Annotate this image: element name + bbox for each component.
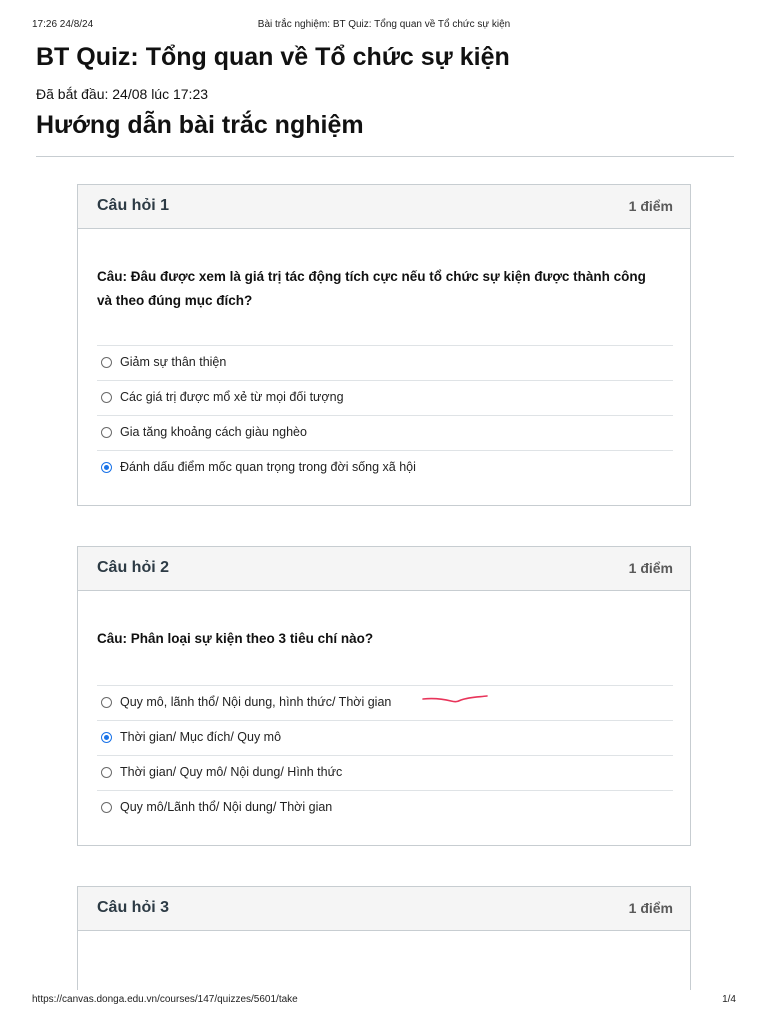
red-underline-annotation [421,692,491,706]
answer-label: Giảm sự thân thiện [120,355,227,369]
radio-button[interactable] [101,392,112,403]
answer-list [97,685,673,825]
answer-label: Các giá trị được mổ xẻ từ mọi đối tượng [120,390,344,404]
print-url: https://canvas.donga.edu.vn/courses/147/quizzes/5601/take [32,994,298,1005]
question-points: 1 điểm [628,560,673,576]
question-text: Câu: Phân loại sự kiện theo 3 tiêu chí nào? [97,631,374,646]
answer-option[interactable] [97,685,673,720]
answer-option[interactable] [97,345,673,380]
answer-option[interactable] [97,790,673,825]
radio-button[interactable] [101,697,112,708]
print-timestamp: 17:26 24/8/24 [32,19,94,30]
answer-label: Thời gian/ Mục đích/ Quy mô [120,730,282,744]
question-card-1 [77,184,691,506]
answer-option[interactable] [97,450,673,485]
print-footer [32,994,736,1008]
quiz-start-time: Đã bắt đầu: 24/08 lúc 17:23 [36,86,209,102]
question-card-3 [77,886,691,990]
radio-button[interactable] [101,767,112,778]
answer-option[interactable] [97,720,673,755]
answer-option[interactable] [97,380,673,415]
answer-option[interactable] [97,415,673,450]
print-page-title: Bài trắc nghiệm: BT Quiz: Tổng quan về Tổ chức sự kiện [257,19,511,30]
print-header [32,19,736,33]
radio-button[interactable] [101,802,112,813]
quiz-title: BT Quiz: Tổng quan về Tổ chức sự kiện [36,43,510,71]
question-name: Câu hỏi 3 [97,899,170,916]
radio-button[interactable] [101,462,112,473]
question-points: 1 điểm [628,900,673,916]
radio-button[interactable] [101,427,112,438]
answer-label: Quy mô/Lãnh thổ/ Nội dung/ Thời gian [120,800,333,814]
question-card-2 [77,546,691,846]
answer-label: Đánh dấu điểm mốc quan trọng trong đời sống xã hội [120,460,416,474]
question-header [78,547,690,591]
answer-list [97,345,673,485]
answer-label: Gia tăng khoảng cách giàu nghèo [120,425,307,439]
radio-button[interactable] [101,357,112,368]
header-divider [36,156,734,157]
question-header [78,185,690,229]
answer-option[interactable] [97,755,673,790]
print-page-number: 1/4 [722,994,736,1005]
question-points: 1 điểm [628,198,673,214]
question-name: Câu hỏi 1 [97,197,170,214]
question-name: Câu hỏi 2 [97,559,170,576]
question-text: Câu: Đâu được xem là giá trị tác động tích cực nếu tổ chức sự kiện được thành công và theo đúng mục đích? [97,269,646,308]
instructions-heading: Hướng dẫn bài trắc nghiệm [36,111,364,139]
answer-label: Thời gian/ Quy mô/ Nội dung/ Hình thức [120,765,343,779]
answer-label: Quy mô, lãnh thổ/ Nội dung, hình thức/ Thời gian [120,695,392,709]
question-header [78,887,690,931]
radio-button[interactable] [101,732,112,743]
